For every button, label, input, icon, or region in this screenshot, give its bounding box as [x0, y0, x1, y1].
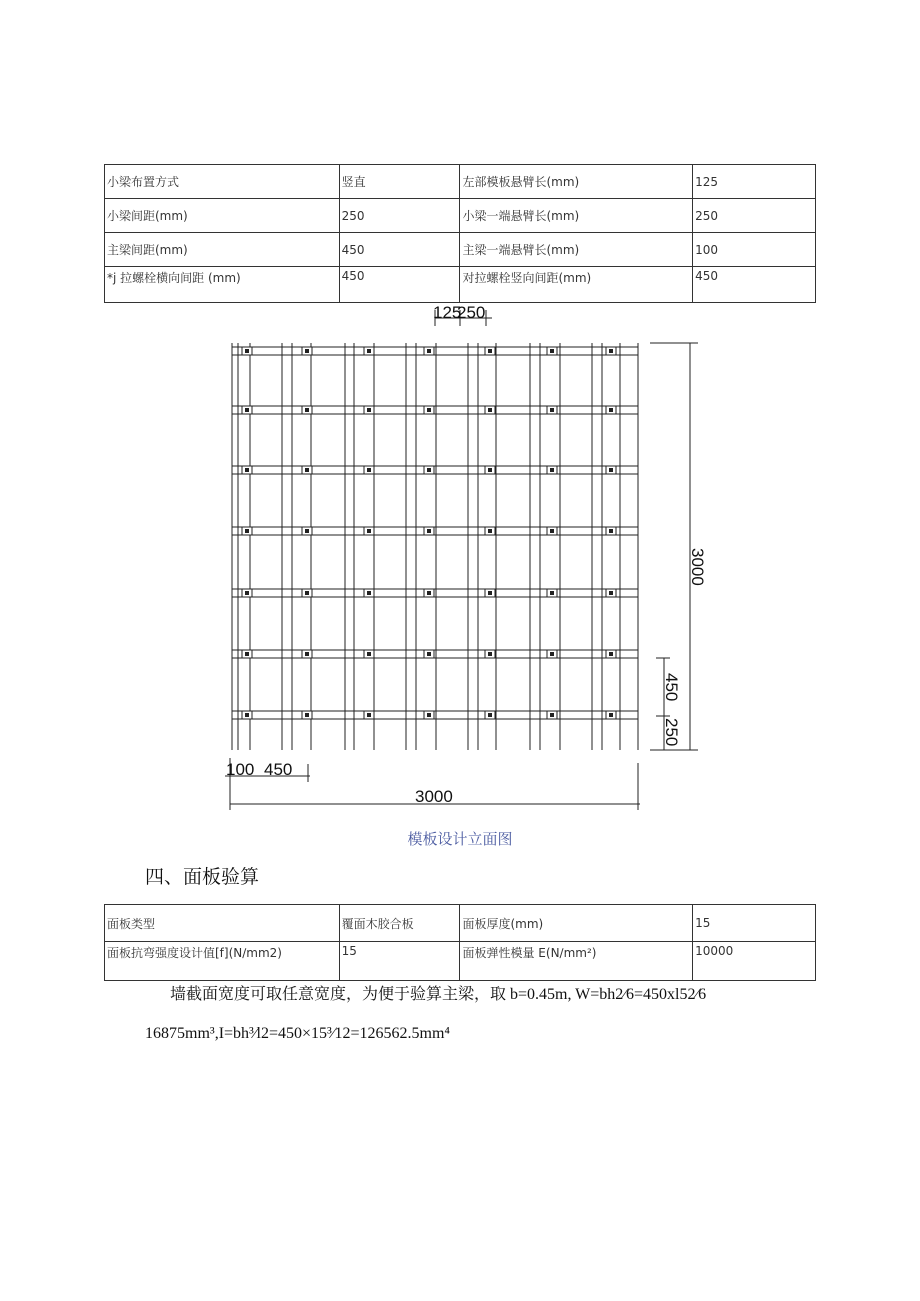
- table-row: [105, 233, 816, 267]
- table-cell: 15: [693, 905, 816, 942]
- table-cell: 小梁间距(mm): [105, 199, 340, 233]
- tie-bolt-core: [245, 652, 249, 656]
- table-cell: 面板厚度(mm): [460, 905, 693, 942]
- tie-bolt-core: [245, 468, 249, 472]
- table-row: [105, 905, 816, 942]
- tie-bolt-core: [245, 349, 249, 353]
- table-cell: 125: [693, 165, 816, 199]
- table-cell: 覆面木胶合板: [339, 905, 460, 942]
- drawing-caption: 模板设计立面图: [407, 830, 513, 848]
- tie-bolt-core: [488, 408, 492, 412]
- dimension-label-450-horizontal: 450: [264, 760, 293, 779]
- tie-bolt-core: [488, 591, 492, 595]
- dimension-label-250-top: 250: [457, 303, 486, 322]
- dimension-label-100: 100: [226, 760, 255, 779]
- tie-bolt-core: [367, 529, 371, 533]
- tie-bolt-core: [609, 529, 613, 533]
- tie-bolt-core: [550, 468, 554, 472]
- dimension-label-125: 125: [433, 303, 462, 322]
- tie-bolt-core: [609, 652, 613, 656]
- tie-bolt-core: [488, 349, 492, 353]
- tie-bolt-core: [550, 591, 554, 595]
- tie-bolt-core: [305, 652, 309, 656]
- dimension-label-3000-vertical: 3000: [688, 548, 707, 586]
- table-cell: 左部模板悬臂长(mm): [460, 165, 693, 199]
- tie-bolt-core: [609, 468, 613, 472]
- formwork-elevation-drawing: [220, 298, 707, 813]
- tie-bolt-core: [245, 408, 249, 412]
- table-cell: 竖直: [339, 165, 460, 199]
- tie-bolt-core: [427, 529, 431, 533]
- section-heading: 四、面板验算: [145, 866, 260, 888]
- table-cell: 450: [339, 233, 460, 267]
- tie-bolt-core: [245, 713, 249, 717]
- table-cell: *j 拉螺栓横向间距 (mm): [105, 267, 340, 303]
- tie-bolt-core: [305, 408, 309, 412]
- tie-bolt-core: [488, 529, 492, 533]
- dimension-lines: [225, 310, 698, 810]
- tie-bolt-core: [245, 529, 249, 533]
- tie-bolt-core: [550, 652, 554, 656]
- tie-bolt-core: [427, 349, 431, 353]
- table-cell: 10000: [693, 942, 816, 981]
- tie-bolt-core: [550, 349, 554, 353]
- table-cell: 主梁间距(mm): [105, 233, 340, 267]
- tie-bolt-core: [609, 713, 613, 717]
- tie-bolt-core: [427, 408, 431, 412]
- tie-bolt-core: [305, 529, 309, 533]
- formwork-grid: [232, 343, 638, 750]
- tie-bolt-core: [367, 408, 371, 412]
- table-cell: 面板类型: [105, 905, 340, 942]
- tie-bolt-core: [609, 591, 613, 595]
- tie-bolt-core: [367, 591, 371, 595]
- tie-bolt-core: [609, 349, 613, 353]
- tie-bolt-core: [550, 408, 554, 412]
- table-cell: 250: [693, 199, 816, 233]
- calculation-paragraph-line-2: 16875mm³,I=bh³⁄l2=450×15³⁄12=126562.5mm⁴: [145, 1025, 450, 1042]
- tie-bolt-core: [488, 652, 492, 656]
- table-cell: 小梁一端悬臂长(mm): [460, 199, 693, 233]
- table-cell: 小梁布置方式: [105, 165, 340, 199]
- dimension-label-250-vertical: 250: [662, 718, 681, 747]
- table-cell: 100: [693, 233, 816, 267]
- tie-bolt-core: [427, 591, 431, 595]
- tie-bolt-core: [427, 468, 431, 472]
- tie-bolt-core: [305, 468, 309, 472]
- tie-bolt-core: [488, 713, 492, 717]
- dimension-label-3000-horizontal: 3000: [415, 787, 453, 806]
- table-cell: 250: [339, 199, 460, 233]
- table-cell: 450: [693, 267, 816, 303]
- formwork-parameters-table: [104, 164, 816, 303]
- tie-bolt-core: [367, 349, 371, 353]
- tie-bolt-core: [550, 529, 554, 533]
- tie-bolt-core: [305, 349, 309, 353]
- table-cell: 面板抗弯强度设计值[f](N∕mm2): [105, 942, 340, 981]
- table-cell: 面板弹性模量 E(N∕mm²): [460, 942, 693, 981]
- tie-bolt-core: [245, 591, 249, 595]
- table-cell: 450: [339, 267, 460, 303]
- table-row: [105, 942, 816, 981]
- dimension-label-450-vertical: 450: [662, 673, 681, 702]
- tie-bolt-core: [305, 591, 309, 595]
- tie-bolt-core: [367, 652, 371, 656]
- tie-bolt-core: [427, 713, 431, 717]
- tie-bolt-core: [367, 468, 371, 472]
- table-cell: 对拉螺栓竖向间距(mm): [460, 267, 693, 303]
- tie-bolt-core: [609, 408, 613, 412]
- tie-bolt-core: [550, 713, 554, 717]
- tie-bolt-core: [305, 713, 309, 717]
- table-cell: 15: [339, 942, 460, 981]
- calculation-paragraph-line-1: 墙截面宽度可取任意宽度，为便于验算主梁，取 b=0.45m, W=bh2⁄6=450xl52⁄6: [170, 986, 707, 1003]
- table-row: [105, 165, 816, 199]
- panel-parameters-table: [104, 904, 816, 981]
- table-row: [105, 199, 816, 233]
- tie-bolt-core: [367, 713, 371, 717]
- tie-bolt-core: [427, 652, 431, 656]
- table-cell: 主梁一端悬臂长(mm): [460, 233, 693, 267]
- tie-bolt-core: [488, 468, 492, 472]
